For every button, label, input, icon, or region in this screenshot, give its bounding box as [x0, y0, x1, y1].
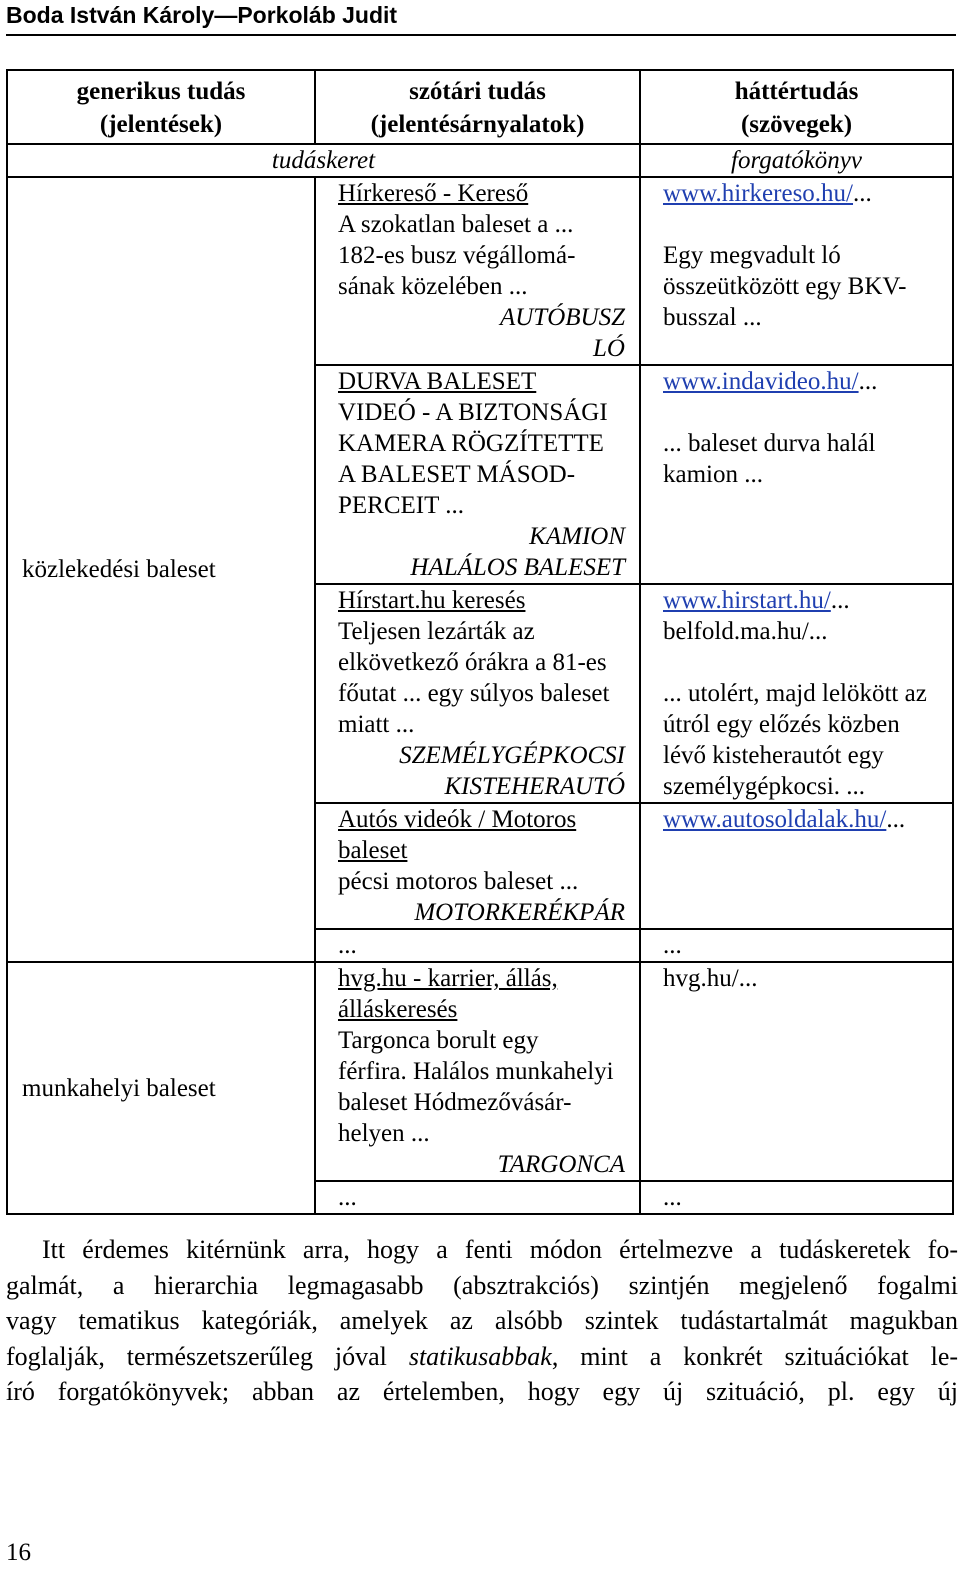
- ellipsis-cell: ...: [640, 929, 953, 962]
- col-header-background: háttértudás (szövegek): [640, 70, 953, 144]
- lexical-cell: Hírkereső - Kereső A szokatlan baleset a ... 182-es busz végállomá- sának közelében ... AUTÓBUSZ LÓ: [315, 177, 640, 365]
- col-header-lexical: szótári tudás (jelentésárnyalatok): [315, 70, 640, 144]
- tag: TARGONCA: [497, 1151, 625, 1178]
- table-subheader-row: [7, 144, 953, 177]
- category-work-accident: munkahelyi baleset: [7, 962, 315, 1214]
- tag: LÓ: [593, 335, 625, 362]
- label-script: forgatókönyv: [640, 144, 953, 177]
- table-row: [7, 962, 953, 1181]
- ellipsis-cell: ...: [640, 1181, 953, 1214]
- knowledge-table: [6, 69, 954, 1215]
- tag: SZEMÉLYGÉPKOCSI: [399, 742, 625, 769]
- tag: AUTÓBUSZ: [499, 304, 625, 331]
- lexical-cell: DURVA BALESET VIDEÓ - A BIZTONSÁGI KAMERA RÖGZÍTETTE A BALESET MÁSOD- PERCEIT ... KAMION HALÁLOS BALESET: [315, 365, 640, 584]
- paragraph-line: galmát, a hierarchia legmagasabb (absztrakciós) szintjén megjelenő fogalmi: [6, 1270, 958, 1300]
- entry-title: álláskeresés: [338, 996, 458, 1023]
- table-row: [7, 177, 953, 365]
- background-cell: www.hirstart.hu/... belfold.ma.hu/... ... utolért, majd lelökött az útról egy előzés közben lévő kisteherautót egy személygépkocsi. ...: [640, 584, 953, 803]
- background-cell: www.hirkereso.hu/... Egy megvadult ló összeütközött egy BKV- busszal ...: [640, 177, 953, 365]
- background-cell: www.autosoldalak.hu/...: [640, 803, 953, 929]
- paragraph-line: foglalják, természetszerűleg jóval statikusabbak, mint a konkrét szituációkat le-: [6, 1341, 959, 1371]
- source-plain: hvg.hu/...: [663, 965, 758, 992]
- tag: KAMION: [529, 523, 625, 550]
- entry-title: baleset: [338, 837, 408, 864]
- running-header: [6, 0, 956, 36]
- entry-title: Autós videók / Motoros: [338, 806, 577, 833]
- source-link[interactable]: www.hirstart.hu/: [663, 587, 831, 614]
- entry-title: Hírkereső - Kereső: [338, 180, 529, 207]
- source-link[interactable]: www.indavideo.hu/: [663, 368, 859, 395]
- source-link[interactable]: www.autosoldalak.hu/: [663, 806, 887, 833]
- entry-title: hvg.hu - karrier, állás,: [338, 965, 558, 992]
- entry-title: Hírstart.hu keresés: [338, 587, 526, 614]
- knowledge-table-container: [6, 69, 952, 1215]
- entry-title: DURVA BALESET: [338, 368, 537, 395]
- source-extra: belfold.ma.hu/...: [663, 618, 828, 645]
- table-header-row: [7, 70, 953, 144]
- lexical-cell: Hírstart.hu keresés Teljesen lezárták az elkövetkező órákra a 81-es főutat ... egy súlyos baleset miatt ... SZEMÉLYGÉPKOCSI KISTEHERAUTÓ: [315, 584, 640, 803]
- emphasis: statikusabbak: [408, 1341, 552, 1371]
- body-paragraph: [6, 1232, 958, 1410]
- label-knowledge-frame: tudáskeret: [7, 144, 640, 177]
- lexical-cell: Autós videók / Motoros baleset pécsi motoros baleset ... MOTORKERÉKPÁR: [315, 803, 640, 929]
- lexical-cell: hvg.hu - karrier, állás, álláskeresés Targonca borult egy férfira. Halálos munkahelyi baleset Hódmezővásár- helyen ... TARGONCA: [315, 962, 640, 1181]
- tag: KISTEHERAUTÓ: [444, 773, 625, 800]
- ellipsis-cell: ...: [315, 1181, 640, 1214]
- paragraph-line: író forgatókönyvek; abban az értelemben, hogy egy új szituáció, pl. egy új: [6, 1377, 958, 1406]
- category-traffic-accident: közlekedési baleset: [7, 177, 315, 962]
- paragraph-line: Itt érdemes kitérnünk arra, hogy a fenti módon értelmezve a tudáskeretek fo-: [42, 1235, 958, 1264]
- col-header-generic: generikus tudás (jelentések): [7, 70, 315, 144]
- paragraph-line: vagy tematikus kategóriák, amelyek az alsóbb szintek tudástartalmát magukban: [6, 1306, 958, 1335]
- ellipsis-cell: ...: [315, 929, 640, 962]
- tag: MOTORKERÉKPÁR: [414, 899, 625, 926]
- page-number: 16: [6, 1539, 31, 1566]
- background-cell: [640, 962, 953, 1181]
- running-title: Boda István Károly—Porkoláb Judit: [6, 2, 398, 28]
- background-cell: www.indavideo.hu/... ... baleset durva halál kamion ...: [640, 365, 953, 584]
- source-link[interactable]: www.hirkereso.hu/: [663, 180, 854, 207]
- tag: HALÁLOS BALESET: [410, 554, 625, 581]
